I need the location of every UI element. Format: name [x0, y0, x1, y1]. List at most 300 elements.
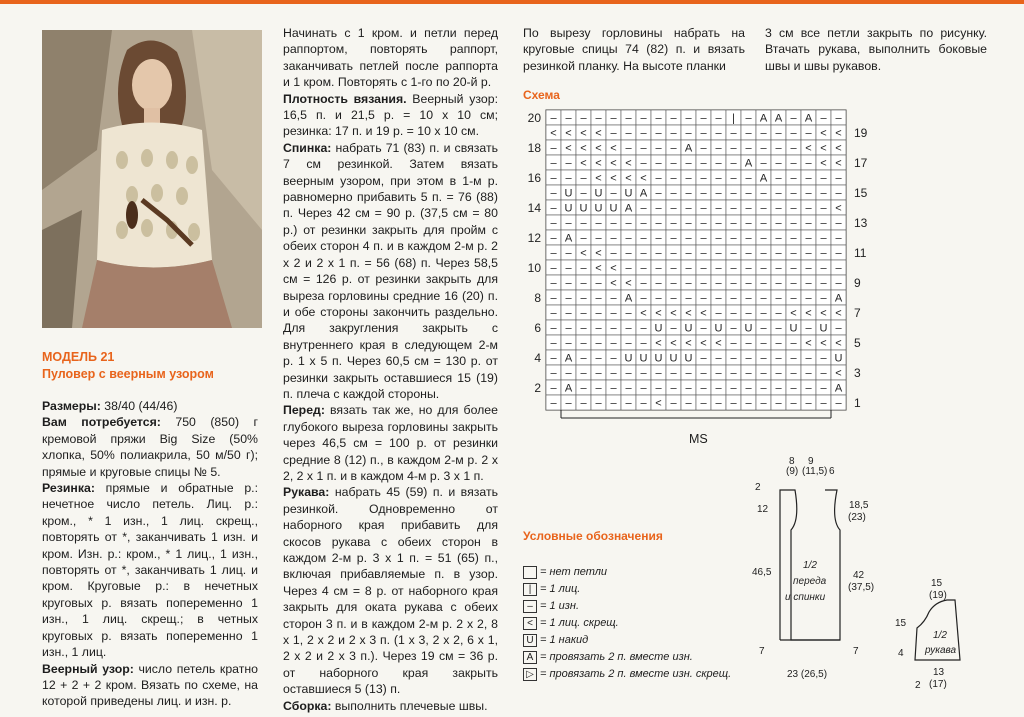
legend-text: = 1 лиц. скрещ.: [540, 617, 619, 629]
dim-42: 42: [853, 570, 865, 581]
legend-symbol: |: [523, 583, 537, 596]
chart-symbol: –: [715, 397, 722, 410]
chart-symbol: <: [580, 247, 587, 260]
chart-symbol: –: [595, 277, 602, 290]
chart-symbol: –: [550, 232, 557, 245]
sleeve-dim-15-left: 15: [895, 618, 907, 629]
chart-row-label-right: 3: [854, 366, 861, 380]
chart-symbol: –: [775, 277, 782, 290]
text: Веерный узор: 16,5 п. и 21,5 р. = 10 х 10 см; резинка: 17 п. и 19 р. = 10 х 10 см.: [283, 91, 498, 139]
ms-label: MS: [689, 432, 708, 446]
legend-item: [523, 649, 731, 666]
chart-symbol: A: [639, 187, 648, 200]
chart-symbol: –: [775, 307, 782, 320]
text: Начинать с 1 кром. и петли перед раппортом, повторять раппорт, заканчивать петлей после раппорта и 1 кром. Повторять с 1-го по 20-й р.: [283, 26, 498, 90]
chart-symbol: –: [670, 202, 677, 215]
chart-symbol: –: [745, 352, 752, 365]
sleeve-dim-4: 4: [898, 648, 904, 659]
chart-symbol: –: [715, 127, 722, 140]
chart-symbol: –: [820, 382, 827, 395]
chart-symbol: U: [639, 352, 648, 365]
text: вязать так же, но для более глубокого выреза горловины закрыть через 46,5 см = 100 р. от резинки средние 8 (12) п., в каждом 2-м р. 2 х 2, 2 х 1 п. и в каждом 4-м р. 3 х 1 п.: [283, 403, 498, 483]
dim-7-right: 7: [853, 646, 859, 657]
chart-symbol: <: [700, 307, 707, 320]
chart-symbol: U: [579, 202, 588, 215]
legend-item: [523, 598, 731, 615]
chart-symbol: –: [595, 292, 602, 305]
chart-symbol: –: [775, 367, 782, 380]
paragraph-assembly: [283, 698, 498, 714]
chart-row-label-right: 5: [854, 336, 861, 350]
chart-symbol: <: [610, 262, 617, 275]
chart-symbol: –: [595, 232, 602, 245]
chart-symbol: <: [820, 337, 827, 350]
chart-symbol: –: [760, 142, 767, 155]
chart-symbol: –: [670, 187, 677, 200]
chart-row-label-right: 19: [854, 126, 868, 140]
paragraph-back: [283, 140, 498, 403]
chart-symbol: –: [655, 112, 662, 125]
chart-symbol: –: [655, 217, 662, 230]
legend-text: = провязать 2 п. вместе изн. скрещ.: [540, 668, 732, 680]
chart-symbol: –: [550, 247, 557, 260]
chart-symbol: –: [640, 217, 647, 230]
chart-symbol: –: [835, 397, 842, 410]
chart-symbol: –: [775, 322, 782, 335]
chart-symbol: –: [820, 277, 827, 290]
chart-symbol: <: [580, 142, 587, 155]
chart-symbol: –: [670, 142, 677, 155]
chart-symbol: –: [565, 157, 572, 170]
chart-symbol: <: [595, 142, 602, 155]
chart-symbol: –: [640, 292, 647, 305]
chart-symbol: –: [745, 277, 752, 290]
chart-symbol: –: [820, 217, 827, 230]
chart-symbol: –: [610, 292, 617, 305]
chart-symbol: –: [745, 307, 752, 320]
chart-symbol: –: [640, 232, 647, 245]
chart-symbol: <: [700, 337, 707, 350]
legend: [523, 564, 731, 683]
chart-symbol: <: [835, 157, 842, 170]
chart-symbol: <: [835, 202, 842, 215]
chart-symbol: <: [550, 127, 557, 140]
chart-row-label-left: 6: [534, 321, 541, 335]
chart-symbol: –: [685, 217, 692, 230]
chart-symbol: –: [595, 217, 602, 230]
chart-symbol: U: [819, 322, 828, 335]
chart-symbol: –: [610, 352, 617, 365]
chart-symbol: –: [790, 247, 797, 260]
knitting-chart: [527, 110, 876, 430]
chart-symbol: –: [805, 262, 812, 275]
text: набрать 45 (59) п. и вязать резинкой. Одновременно от наборного края прибавить для скосов рукава с обеих сторон в каждом 2-м р. 3 х 1 п. = 51 (65) п., включая прибавляемые п. в узор. Через 4 см = 8 р. от наборного края закрыть для оката рукава с обеих сторон 3 п. и в каждом 2-м р. 2 х 2, 8 х 1, 2 х 2 и 2 х 3 п. (1 х 3, 2 х 2, 6 х 1, 2 х 2 и 2 х 3 п.). Через 19 см = 36 р. от наборного края закрыть оставшиеся 5 (13) п.: [283, 485, 498, 697]
dim-12: 12: [757, 504, 769, 515]
chart-symbol: –: [640, 322, 647, 335]
chart-symbol: –: [565, 292, 572, 305]
chart-symbol: –: [730, 142, 737, 155]
chart-symbol: –: [610, 217, 617, 230]
chart-symbol: –: [550, 322, 557, 335]
chart-symbol: –: [565, 262, 572, 275]
chart-symbol: –: [580, 382, 587, 395]
chart-symbol: –: [655, 187, 662, 200]
chart-symbol: –: [745, 382, 752, 395]
chart-symbol: <: [835, 367, 842, 380]
chart-symbol: –: [760, 217, 767, 230]
chart-symbol: –: [760, 352, 767, 365]
chart-symbol: –: [685, 277, 692, 290]
chart-symbol: –: [730, 397, 737, 410]
chart-symbol: –: [805, 217, 812, 230]
chart-symbol: U: [624, 352, 633, 365]
chart-symbol: –: [790, 337, 797, 350]
legend-symbol: [523, 566, 537, 579]
chart-symbol: –: [790, 202, 797, 215]
chart-symbol: –: [595, 382, 602, 395]
chart-row-label-right: 13: [854, 216, 868, 230]
chart-symbol: –: [670, 367, 677, 380]
chart-symbol: –: [775, 172, 782, 185]
chart-symbol: –: [805, 382, 812, 395]
chart-symbol: <: [670, 307, 677, 320]
label: Размеры:: [42, 399, 101, 413]
chart-symbol: –: [790, 217, 797, 230]
chart-symbol: –: [775, 232, 782, 245]
chart-symbol: –: [790, 157, 797, 170]
label: Веерный узор:: [42, 661, 134, 676]
chart-symbol: –: [640, 112, 647, 125]
chart-symbol: –: [775, 142, 782, 155]
chart-symbol: A: [774, 112, 783, 125]
chart-symbol: –: [580, 367, 587, 380]
legend-text: = 1 изн.: [540, 600, 579, 612]
chart-symbol: –: [655, 292, 662, 305]
legend-title: Условные обозначения: [523, 529, 663, 543]
text: выполнить плечевые швы.: [331, 698, 488, 713]
legend-text: = 1 накид: [540, 634, 589, 646]
chart-symbol: –: [670, 247, 677, 260]
chart-symbol: <: [835, 142, 842, 155]
chart-symbol: <: [820, 157, 827, 170]
chart-symbol: <: [805, 307, 812, 320]
chart-symbol: –: [700, 112, 707, 125]
dim-top-4: (11,5): [802, 466, 828, 477]
chart-row-label-right: 7: [854, 306, 861, 320]
chart-symbol: –: [775, 127, 782, 140]
chart-symbol: –: [775, 397, 782, 410]
chart-symbol: <: [835, 307, 842, 320]
chart-symbol: –: [715, 172, 722, 185]
chart-symbol: –: [580, 112, 587, 125]
chart-symbol: –: [700, 322, 707, 335]
chart-symbol: –: [685, 202, 692, 215]
chart-symbol: –: [565, 322, 572, 335]
chart-symbol: –: [595, 112, 602, 125]
chart-symbol: –: [580, 262, 587, 275]
chart-symbol: –: [820, 187, 827, 200]
chart-symbol: –: [700, 217, 707, 230]
instructions-column-4: [765, 25, 987, 74]
top-accent-bar: [0, 0, 1024, 4]
chart-symbol: –: [700, 172, 707, 185]
chart-symbol: –: [580, 352, 587, 365]
chart-symbol: –: [700, 187, 707, 200]
chart-symbol: –: [580, 172, 587, 185]
paragraph-front: [283, 402, 498, 484]
dim-18-5: 18,5: [849, 500, 869, 511]
chart-symbol: –: [640, 382, 647, 395]
legend-item: [523, 564, 731, 581]
chart-symbol: U: [714, 322, 723, 335]
chart-symbol: –: [730, 157, 737, 170]
chart-symbol: –: [565, 247, 572, 260]
chart-symbol: <: [655, 307, 662, 320]
chart-symbol: –: [685, 382, 692, 395]
text: 38/40 (44/46): [100, 399, 178, 413]
chart-symbol: –: [700, 247, 707, 260]
chart-symbol: –: [610, 232, 617, 245]
dim-top-2: (9): [786, 466, 799, 477]
instructions-column-1: [42, 398, 258, 710]
chart-symbol: –: [565, 397, 572, 410]
chart-symbol: –: [805, 172, 812, 185]
chart-symbol: U: [669, 352, 678, 365]
chart-symbol: <: [835, 127, 842, 140]
chart-symbol: –: [625, 337, 632, 350]
chart-symbol: –: [595, 397, 602, 410]
chart-symbol: –: [745, 247, 752, 260]
chart-symbol: –: [565, 367, 572, 380]
chart-symbol: <: [610, 277, 617, 290]
chart-symbol: –: [805, 157, 812, 170]
chart-symbol: –: [550, 217, 557, 230]
chart-symbol: –: [805, 292, 812, 305]
chart-symbol: –: [820, 367, 827, 380]
chart-symbol: <: [640, 307, 647, 320]
chart-symbol: –: [730, 277, 737, 290]
chart-symbol: –: [835, 112, 842, 125]
dim-46-5: 46,5: [752, 567, 772, 578]
chart-symbol: –: [625, 307, 632, 320]
legend-text: = провязать 2 п. вместе изн.: [540, 651, 693, 663]
chart-symbol: –: [715, 142, 722, 155]
chart-symbol: –: [700, 292, 707, 305]
chart-symbol: –: [625, 382, 632, 395]
chart-row-label-right: 17: [854, 156, 868, 170]
chart-symbol: –: [640, 337, 647, 350]
legend-item: [523, 666, 731, 683]
chart-symbol: –: [760, 127, 767, 140]
paragraph-neckline: [523, 25, 745, 74]
chart-symbol: –: [760, 202, 767, 215]
legend-symbol: ▷: [523, 668, 537, 681]
chart-symbol: –: [670, 277, 677, 290]
chart-symbol: <: [640, 172, 647, 185]
label: Спинка:: [283, 140, 332, 155]
chart-symbol: –: [685, 397, 692, 410]
chart-symbol: –: [610, 382, 617, 395]
chart-symbol: –: [625, 232, 632, 245]
chart-symbol: –: [775, 217, 782, 230]
legend-symbol: A: [523, 651, 537, 664]
chart-symbol: –: [730, 202, 737, 215]
chart-symbol: –: [550, 307, 557, 320]
chart-symbol: –: [745, 202, 752, 215]
chart-symbol: U: [624, 187, 633, 200]
chart-symbol: <: [655, 337, 662, 350]
chart-symbol: –: [640, 127, 647, 140]
chart-row-label-left: 12: [527, 231, 541, 245]
chart-symbol: –: [655, 277, 662, 290]
chart-symbol: –: [595, 352, 602, 365]
chart-symbol: <: [625, 157, 632, 170]
chart-symbol: –: [730, 217, 737, 230]
legend-item: [523, 615, 731, 632]
chart-symbol: –: [730, 262, 737, 275]
dim-7-left: 7: [759, 646, 765, 657]
chart-symbol: –: [745, 397, 752, 410]
chart-symbol: –: [550, 292, 557, 305]
chart-symbol: –: [625, 127, 632, 140]
legend-symbol: U: [523, 634, 537, 647]
chart-symbol: –: [655, 202, 662, 215]
chart-symbol: –: [715, 367, 722, 380]
chart-symbol: –: [670, 397, 677, 410]
chart-symbol: –: [760, 262, 767, 275]
chart-symbol: –: [745, 142, 752, 155]
chart-symbol: A: [744, 157, 753, 170]
chart-symbol: –: [790, 112, 797, 125]
chart-symbol: U: [834, 352, 843, 365]
chart-symbol: –: [835, 232, 842, 245]
chart-symbol: –: [640, 277, 647, 290]
chart-symbol: –: [820, 202, 827, 215]
chart-symbol: –: [700, 277, 707, 290]
chart-symbol: –: [820, 232, 827, 245]
chart-symbol: <: [580, 127, 587, 140]
chart-symbol: <: [610, 172, 617, 185]
chart-symbol: –: [730, 127, 737, 140]
chart-symbol: –: [655, 367, 662, 380]
chart-symbol: <: [595, 247, 602, 260]
chart-symbol: –: [775, 157, 782, 170]
chart-row-label-left: 10: [527, 261, 541, 275]
label: Перед:: [283, 403, 325, 418]
chart-symbol: <: [595, 127, 602, 140]
chart-symbol: –: [640, 367, 647, 380]
chart-symbol: –: [655, 172, 662, 185]
chart-symbol: –: [790, 277, 797, 290]
chart-symbol: –: [745, 187, 752, 200]
chart-symbol: –: [685, 292, 692, 305]
chart-row-label-left: 14: [527, 201, 541, 215]
text: 750 (850) г кремовой пряжи Big Size (50% хлопка, 50% полиакрила, 50 м/50 г); прямые и круговые спицы № 5.: [42, 415, 258, 479]
chart-symbol: –: [790, 232, 797, 245]
chart-symbol: –: [730, 172, 737, 185]
chart-symbol: –: [745, 337, 752, 350]
paragraph-gauge: [283, 91, 498, 140]
chart-symbol: –: [700, 202, 707, 215]
chart-symbol: U: [564, 187, 573, 200]
chart-symbol: –: [760, 232, 767, 245]
dim-top-1: 8: [789, 456, 795, 467]
chart-symbol: –: [580, 187, 587, 200]
chart-symbol: –: [565, 337, 572, 350]
chart-symbol: –: [715, 382, 722, 395]
chart-symbol: –: [775, 187, 782, 200]
sleeve-dim-15: 15: [931, 578, 943, 589]
chart-symbol: –: [715, 262, 722, 275]
chart-symbol: <: [595, 172, 602, 185]
chart-symbol: –: [835, 217, 842, 230]
chart-symbol: –: [790, 172, 797, 185]
label: Вам потребуется:: [42, 415, 161, 430]
label: Сборка:: [283, 698, 332, 713]
chart-symbol: –: [730, 187, 737, 200]
chart-symbol: –: [670, 262, 677, 275]
chart-symbol: –: [835, 187, 842, 200]
chart-symbol: –: [640, 247, 647, 260]
chart-symbol: –: [700, 142, 707, 155]
chart-symbol: –: [700, 352, 707, 365]
chart-symbol: –: [610, 367, 617, 380]
chart-symbol: –: [760, 292, 767, 305]
legend-text: = нет петли: [540, 566, 608, 578]
chart-symbol: <: [655, 397, 662, 410]
chart-symbol: A: [564, 232, 573, 245]
chart-symbol: –: [685, 187, 692, 200]
chart-symbol: –: [805, 367, 812, 380]
chart-symbol: –: [715, 232, 722, 245]
chart-symbol: A: [834, 382, 843, 395]
chart-symbol: –: [835, 262, 842, 275]
chart-symbol: <: [715, 337, 722, 350]
chart-symbol: –: [610, 187, 617, 200]
chart-symbol: –: [655, 247, 662, 260]
chart-symbol: –: [610, 337, 617, 350]
chart-symbol: –: [820, 397, 827, 410]
chart-symbol: –: [820, 292, 827, 305]
chart-symbol: A: [759, 112, 768, 125]
chart-symbol: –: [610, 112, 617, 125]
chart-symbol: –: [625, 217, 632, 230]
chart-symbol: –: [760, 247, 767, 260]
chart-row-label-left: 2: [534, 381, 541, 395]
chart-row-label-right: 15: [854, 186, 868, 200]
chart-symbol: <: [610, 157, 617, 170]
chart-symbol: –: [805, 127, 812, 140]
chart-symbol: –: [760, 157, 767, 170]
pattern-diagram: [745, 450, 1015, 695]
sleeve-dim-17: (17): [929, 679, 947, 690]
chart-symbol: –: [700, 127, 707, 140]
chart-symbol: –: [760, 307, 767, 320]
chart-symbol: –: [550, 352, 557, 365]
chart-symbol: –: [715, 157, 722, 170]
chart-symbol: –: [790, 352, 797, 365]
legend-symbol: <: [523, 617, 537, 630]
chart-symbol: U: [684, 322, 693, 335]
chart-symbol: –: [745, 172, 752, 185]
chart-symbol: –: [730, 367, 737, 380]
chart-symbol: –: [790, 367, 797, 380]
text: По вырезу горловины набрать на круговые спицы 74 (82) п. и вязать резинкой планку. На высоте планки: [523, 26, 745, 73]
chart-symbol: U: [594, 202, 603, 215]
label: Плотность вязания.: [283, 91, 407, 106]
chart-symbol: –: [775, 262, 782, 275]
chart-symbol: –: [715, 247, 722, 260]
